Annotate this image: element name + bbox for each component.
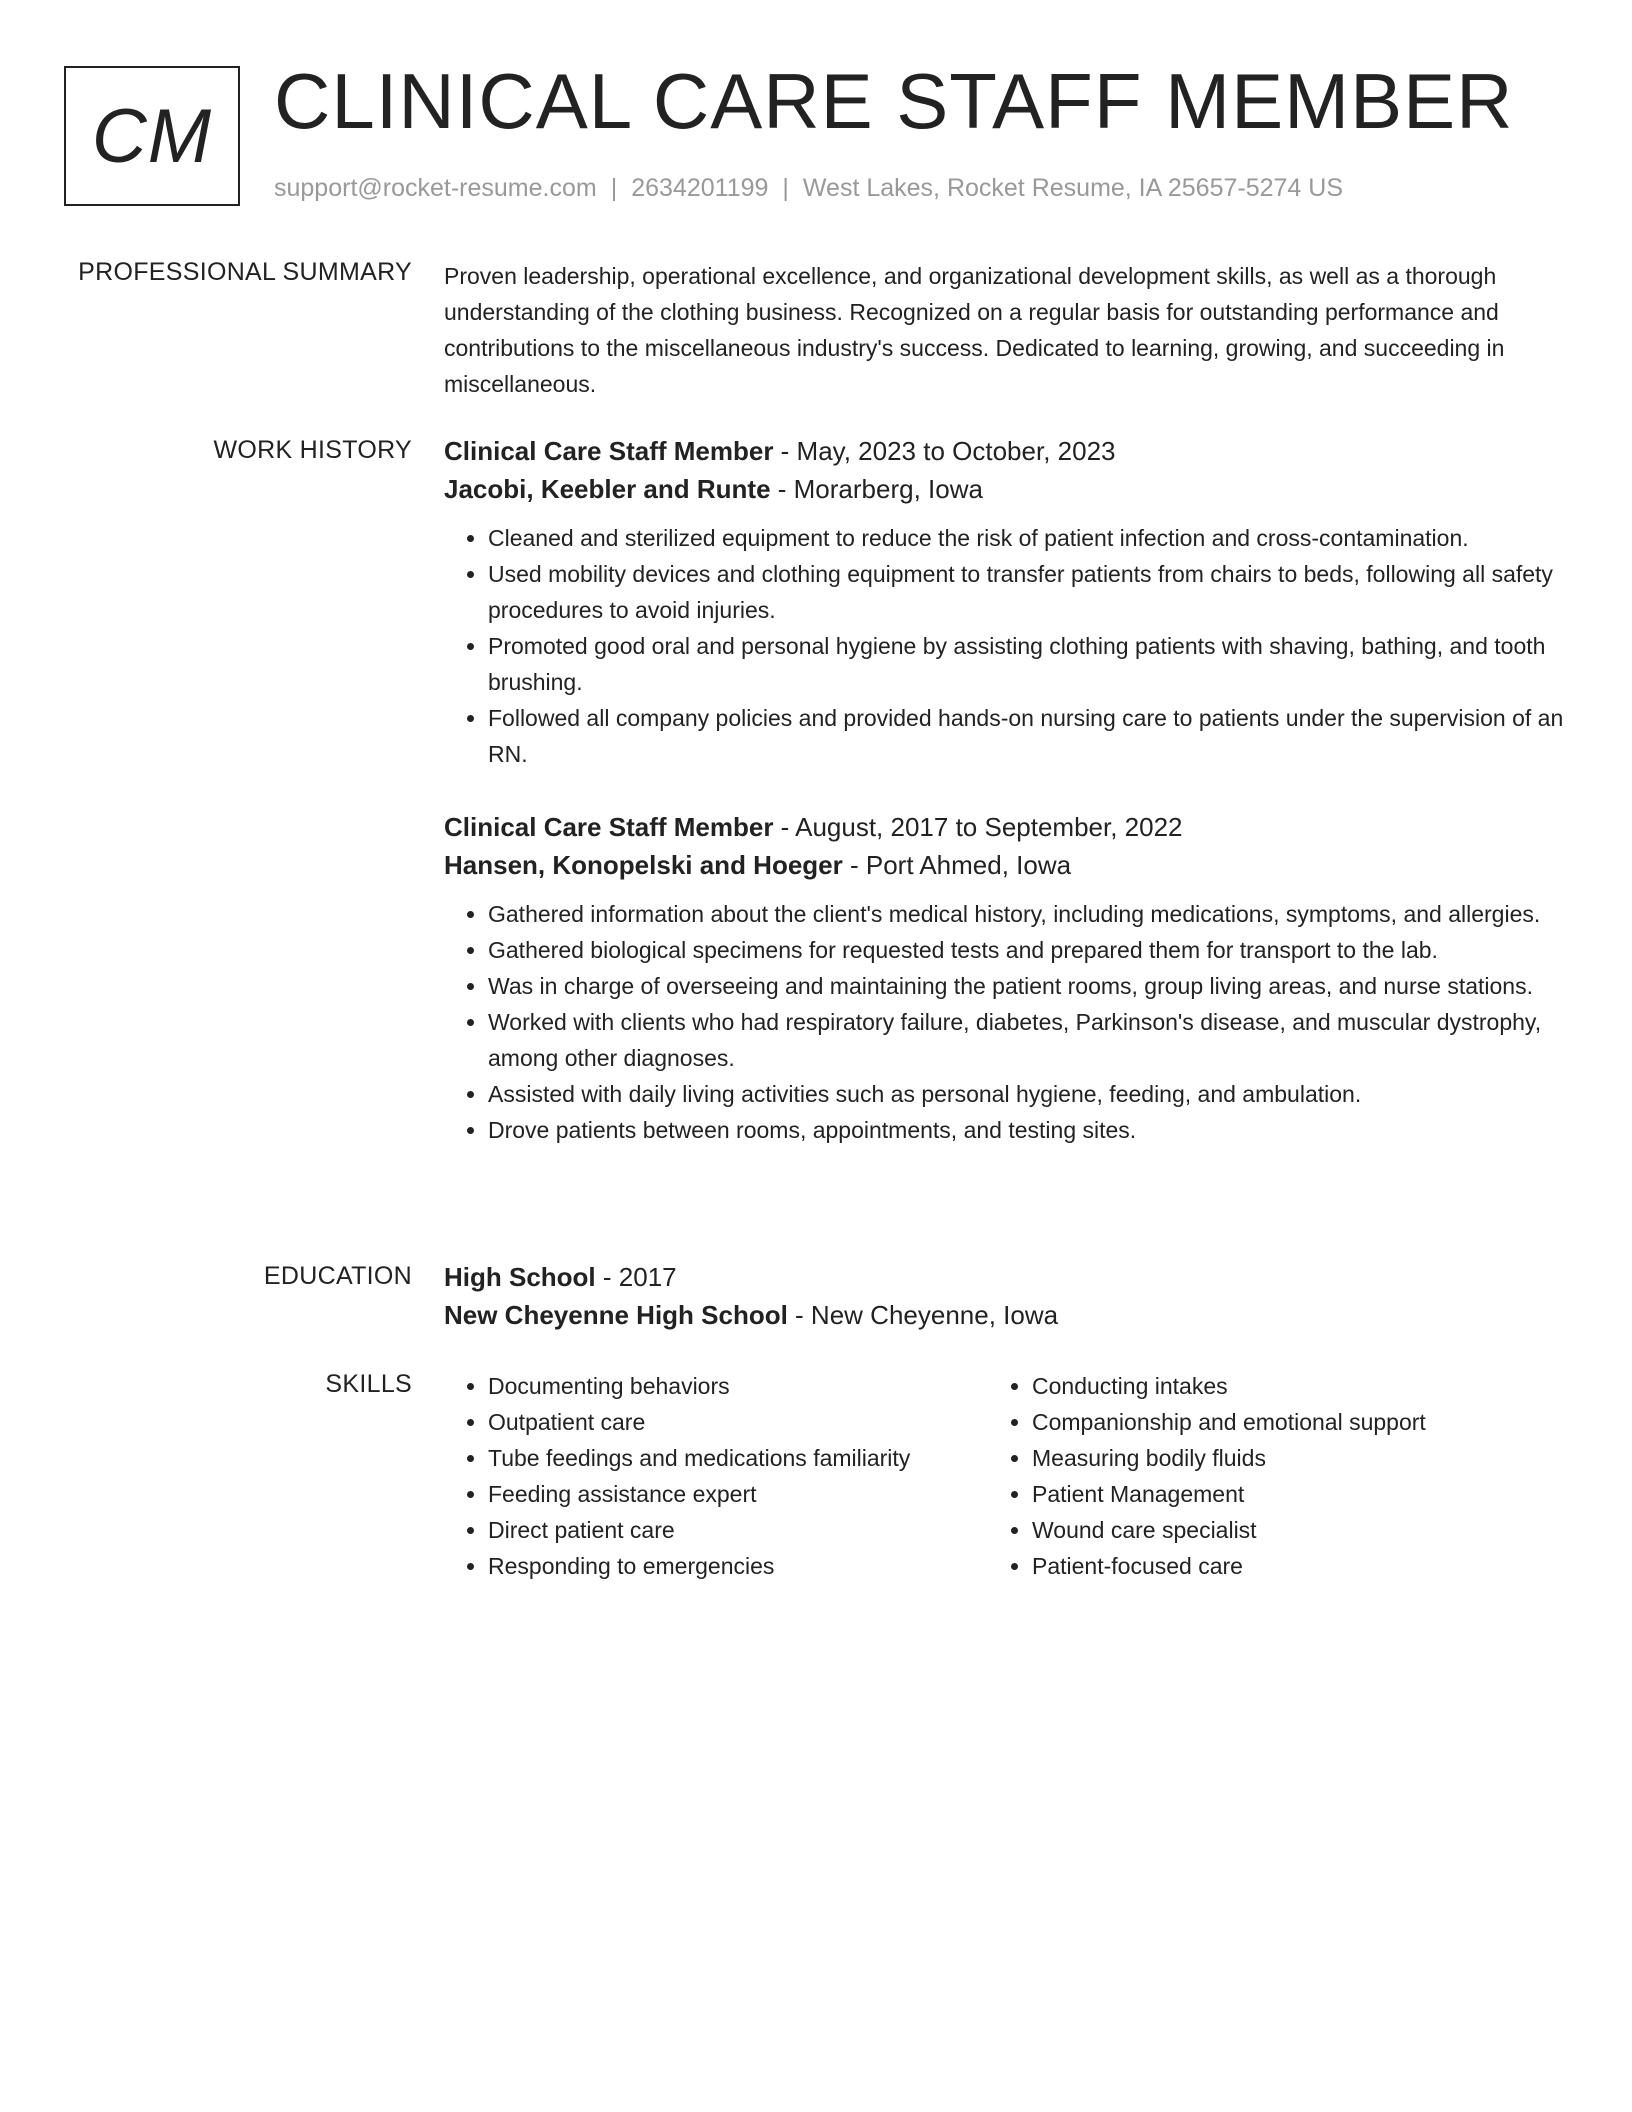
job-duty: • Followed all company policies and provided hands-on nursing care to patients under the supervision of an RN. [488,700,1564,772]
job-duty: • Gathered biological specimens for requested tests and prepared them for transport to the lab. [488,932,1564,968]
job-duty: • Was in charge of overseeing and maintaining the patient rooms, group living areas, and nurse stations. [488,968,1564,1004]
skill-item: • Conducting intakes [1032,1368,1532,1404]
education-location: - New Cheyenne, Iowa [787,1300,1059,1330]
job-dates: - May, 2023 to October, 2023 [773,436,1116,466]
job-title-line [444,808,1564,846]
contact-email[interactable]: support@rocket-resume.com [274,174,597,202]
skill-item: • Feeding assistance expert [488,1476,988,1512]
skill-item: • Responding to emergencies [488,1548,988,1584]
section-heading-summary: PROFESSIONAL SUMMARY [78,258,412,286]
job-duty: • Gathered information about the client's medical history, including medications, symptoms, and allergies. [488,896,1564,932]
skill-item: • Documenting behaviors [488,1368,988,1404]
skill-item: • Patient Management [1032,1476,1532,1512]
skills-list-right [988,1368,1532,1584]
skill-item: • Measuring bodily fluids [1032,1440,1532,1476]
education-degree: High School [444,1262,596,1292]
job-location: - Port Ahmed, Iowa [842,850,1072,880]
skills-body [444,1368,1564,1584]
job-dates: - August, 2017 to September, 2022 [773,812,1183,842]
summary-text: Proven leadership, operational excellence, and organizational development skills, as well as a thorough understanding of the clothing business. Recognized on a regular basis for outstanding performance and contributions to the miscellaneous industry's success. Dedicated to learning, growing, and succeeding in miscellaneous. [444,263,1505,397]
job-entry [444,808,1564,1148]
contact-address: West Lakes, Rocket Resume, IA 25657-5274 US [802,174,1344,202]
job-entry [444,432,1564,772]
skill-item: • Tube feedings and medications familiarity [488,1440,988,1476]
education-body [444,1258,1564,1334]
monogram-box [64,66,240,206]
job-duty: • Drove patients between rooms, appointments, and testing sites. [488,1112,1564,1148]
job-company-line [444,470,1564,508]
resume-header [64,57,1584,216]
job-duty: • Cleaned and sterilized equipment to reduce the risk of patient infection and cross-contamination. [488,520,1564,556]
section-heading-work: WORK HISTORY [213,436,412,464]
job-title: Clinical Care Staff Member [444,812,774,842]
job-duty: • Assisted with daily living activities such as personal hygiene, feeding, and ambulation. [488,1076,1564,1112]
skill-item: • Patient-focused care [1032,1548,1532,1584]
job-company: Hansen, Konopelski and Hoeger [444,850,843,880]
section-heading-education: EDUCATION [263,1262,412,1290]
education-degree-line [444,1258,1564,1296]
job-title-line [444,432,1564,470]
education-school-line [444,1296,1564,1334]
contact-phone[interactable]: 2634201199 [631,174,769,202]
monogram-initials: CM [91,93,213,179]
job-duties-list [444,520,1564,772]
job-duty: • Worked with clients who had respiratory failure, diabetes, Parkinson's disease, and muscular dystrophy, among other diagnoses. [488,1004,1564,1076]
skill-item: • Direct patient care [488,1512,988,1548]
job-duties-list [444,896,1564,1148]
job-company-line [444,846,1564,884]
job-location: - Morarberg, Iowa [770,474,983,504]
job-duty: • Promoted good oral and personal hygiene by assisting clothing patients with shaving, bathing, and tooth brushing. [488,628,1564,700]
skill-item: • Wound care specialist [1032,1512,1532,1548]
job-duty: • Used mobility devices and clothing equipment to transfer patients from chairs to beds, following all safety procedures to avoid injuries. [488,556,1564,628]
work-history-body [444,432,1564,1184]
summary-body [444,258,1564,402]
skill-item: • Companionship and emotional support [1032,1404,1532,1440]
candidate-name: CLINICAL CARE STAFF MEMBER [274,57,1514,145]
education-year: - 2017 [595,1262,677,1292]
skills-list-left [444,1368,988,1584]
job-company: Jacobi, Keebler and Runte [444,474,771,504]
section-heading-skills: SKILLS [325,1370,412,1398]
job-title: Clinical Care Staff Member [444,436,774,466]
education-school: New Cheyenne High School [444,1300,788,1330]
contact-line [274,174,1343,203]
contact-separator: | [610,174,618,202]
contact-separator: | [782,174,789,202]
skill-item: • Outpatient care [488,1404,988,1440]
